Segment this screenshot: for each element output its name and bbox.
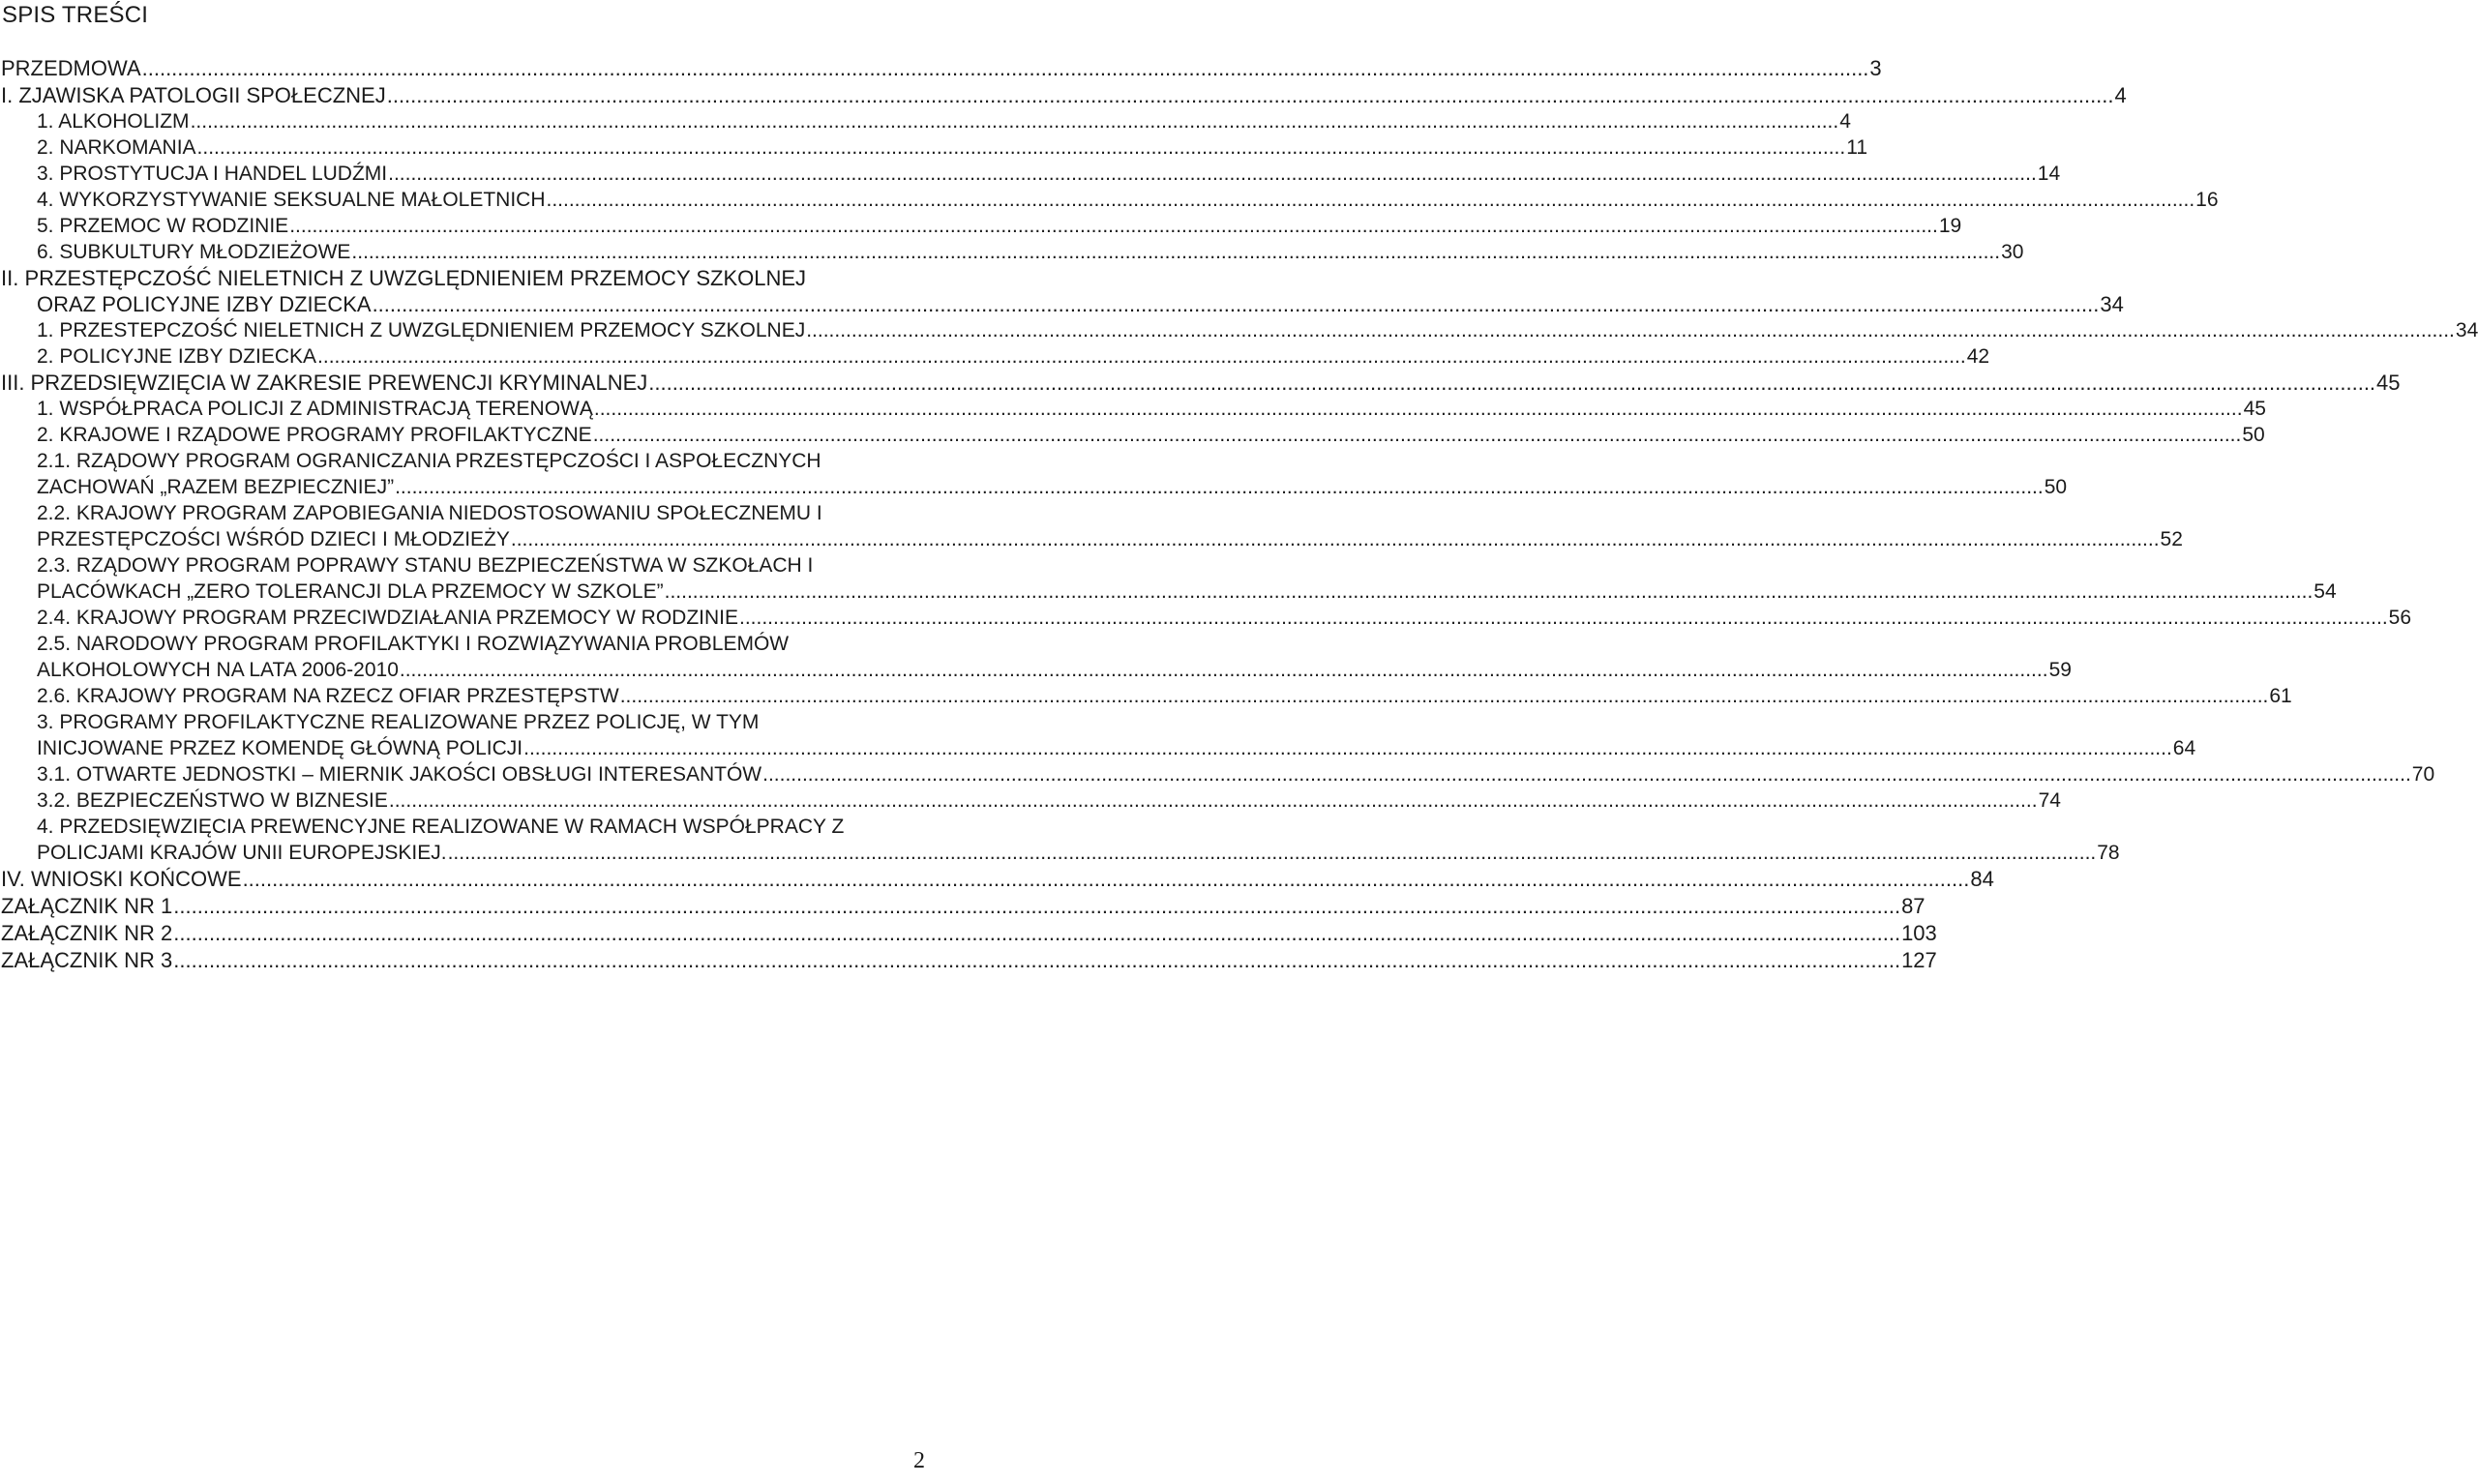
toc-page-number: 87 <box>1901 894 1926 918</box>
toc-page-number: 42 <box>1966 345 1990 368</box>
toc-page-number: 4 <box>2114 83 2127 107</box>
toc-entry[interactable] <box>0 683 2292 709</box>
toc-page-number: 59 <box>2048 659 2072 681</box>
toc-entry-title: 2.4. KRAJOWY PROGRAM PRZECIWDZIAŁANIA PRZEMOCY W RODZINIE <box>37 607 738 629</box>
toc-page-number: 64 <box>2172 737 2196 759</box>
toc-entry[interactable] <box>0 82 2127 108</box>
toc-entry-title: 3. PROSTYTUCJA I HANDEL LUDŹMI <box>37 163 388 185</box>
dot-leader <box>389 787 2038 814</box>
toc-entry-title: 1. ALKOHOLIZM <box>37 110 190 133</box>
dot-leader <box>593 422 2242 448</box>
dot-leader <box>762 761 2411 787</box>
toc-entry-title: ZACHOWAŃ „RAZEM BEZPIECZNIEJ” <box>37 476 395 498</box>
toc-entry-title: 2. POLICYJNE IZBY DZIECKA <box>37 345 317 368</box>
dot-leader <box>173 920 1900 947</box>
toc-entry-title: I. ZJAWISKA PATOLOGII SPOŁECZNEJ <box>1 83 386 107</box>
toc-entry-title: 4. PRZEDSIĘWZIĘCIA PREWENCYJNE REALIZOWANE W RAMACH WSPÓŁPRACY Z <box>37 816 845 838</box>
toc-page-number: 34 <box>2455 319 2478 341</box>
toc-entry-title: 1. PRZESTEPCZOŚĆ NIELETNICH Z UWZGLĘDNIENIEM PRZEMOCY SZKOLNEJ <box>37 319 806 341</box>
toc-entry[interactable] <box>0 787 2061 814</box>
toc-entry[interactable] <box>0 370 2401 396</box>
dot-leader <box>173 947 1900 974</box>
toc-entry[interactable] <box>0 343 1990 370</box>
toc-entry[interactable] <box>0 108 1851 134</box>
toc-entry-title: 2.6. KRAJOWY PROGRAM NA RZECZ OFIAR PRZESTĘPSTW <box>37 685 619 707</box>
toc-page-number: 56 <box>2388 607 2412 629</box>
toc-entry-title: 6. SUBKULTURY MŁODZIEŻOWE <box>37 241 351 263</box>
dot-leader <box>648 370 2375 396</box>
toc-entry-title: IV. WNIOSKI KOŃCOWE <box>1 867 242 891</box>
toc-entry[interactable] <box>0 893 1926 920</box>
toc-page-number: 16 <box>2195 189 2219 211</box>
toc-entry-title: III. PRZEDSIĘWZIĘCIA W ZAKRESIE PREWENCJI KRYMINALNEJ <box>1 371 648 395</box>
toc-entry[interactable] <box>0 920 1937 947</box>
toc-entry[interactable] <box>0 605 2412 631</box>
dot-leader <box>142 55 1869 82</box>
dot-leader <box>511 526 2160 552</box>
toc-entry-title: 4. WYKORZYSTYWANIE SEKSUALNE MAŁOLETNICH <box>37 189 546 211</box>
toc-entry[interactable] <box>0 161 2061 187</box>
dot-leader <box>191 108 1839 134</box>
toc-entry-title: POLICJAMI KRAJÓW UNII EUROPEJSKIEJ. <box>37 842 447 864</box>
toc-entry[interactable] <box>0 265 2124 317</box>
toc-entry-title: 3. PROGRAMY PROFILAKTYCZNE REALIZOWANE PRZEZ POLICJĘ, W TYM <box>37 711 760 733</box>
toc-entry[interactable] <box>0 448 2068 500</box>
dot-leader <box>620 683 2269 709</box>
dot-leader <box>373 291 2100 317</box>
toc-entry[interactable] <box>0 500 2183 552</box>
toc-page-number: 84 <box>1970 867 1994 891</box>
toc-entry[interactable] <box>0 213 1962 239</box>
toc-page-number: 14 <box>2037 163 2061 185</box>
toc-entry-title: 2. NARKOMANIA <box>37 136 196 159</box>
toc-entry[interactable] <box>0 187 2219 213</box>
toc-entry-title: PRZESTĘPCZOŚCI WŚRÓD DZIECI I MŁODZIEŻY <box>37 528 510 550</box>
dot-leader <box>523 735 2172 761</box>
toc-page-number: 127 <box>1901 948 1937 972</box>
toc-entry-title: PRZEDMOWA <box>1 56 141 80</box>
dot-leader <box>351 239 2000 265</box>
toc-page-number: 52 <box>2160 528 2183 550</box>
table-of-contents <box>0 55 2478 974</box>
toc-page-number: 3 <box>1869 56 1882 80</box>
toc-entry[interactable] <box>0 761 2435 787</box>
toc-entry-title: ZAŁĄCZNIK NR 1 <box>1 894 173 918</box>
toc-page-number: 19 <box>1938 215 1962 237</box>
toc-entry[interactable] <box>0 239 2024 265</box>
toc-entry-title: INICJOWANE PRZEZ KOMENDĘ GŁÓWNĄ POLICJI <box>37 737 523 759</box>
toc-entry-title: II. PRZESTĘPCZOŚĆ NIELETNICH Z UWZGLĘDNIENIEM PRZEMOCY SZKOLNEJ <box>1 266 807 290</box>
dot-leader <box>395 474 2044 500</box>
dot-leader <box>806 317 2455 343</box>
dot-leader <box>317 343 1966 370</box>
toc-page-number: 103 <box>1901 921 1937 945</box>
toc-entry[interactable] <box>0 422 2265 448</box>
toc-entry[interactable] <box>0 631 2072 683</box>
toc-entry-title: ZAŁĄCZNIK NR 3 <box>1 948 173 972</box>
toc-page-number: 78 <box>2097 842 2120 864</box>
toc-entry[interactable] <box>0 134 1868 161</box>
toc-entry-title: 5. PRZEMOC W RODZINIE <box>37 215 289 237</box>
toc-entry-title: 1. WSPÓŁPRACA POLICJI Z ADMINISTRACJĄ TERENOWĄ <box>37 398 593 420</box>
dot-leader <box>547 187 2195 213</box>
dot-leader <box>739 605 2388 631</box>
dot-leader <box>387 82 2114 108</box>
toc-page-number: 50 <box>2044 476 2068 498</box>
page-title: SPIS TREŚCI <box>2 2 149 28</box>
toc-entry[interactable] <box>0 396 2266 422</box>
toc-page-number: 4 <box>1839 110 1851 133</box>
toc-page-number: 50 <box>2242 424 2265 446</box>
toc-page-number: 45 <box>2376 371 2401 395</box>
toc-page-number: 70 <box>2411 763 2435 786</box>
dot-leader <box>594 396 2243 422</box>
dot-leader <box>243 866 1970 893</box>
toc-entry-title: 3.1. OTWARTE JEDNOSTKI – MIERNIK JAKOŚCI OBSŁUGI INTERESANTÓW <box>37 763 762 786</box>
dot-leader <box>448 840 2097 866</box>
toc-entry-title: 2. KRAJOWE I RZĄDOWE PROGRAMY PROFILAKTYCZNE <box>37 424 592 446</box>
toc-entry[interactable] <box>0 55 1882 82</box>
toc-page-number: 61 <box>2269 685 2292 707</box>
toc-entry[interactable] <box>0 709 2196 761</box>
toc-entry[interactable] <box>0 947 1937 974</box>
toc-entry-title: 2.2. KRAJOWY PROGRAM ZAPOBIEGANIA NIEDOSTOSOWANIU SPOŁECZNEMU I <box>37 502 822 524</box>
toc-entry-title: PLACÓWKACH „ZERO TOLERANCJI DLA PRZEMOCY W SZKOLE” <box>37 580 664 603</box>
dot-leader <box>400 657 2048 683</box>
toc-page-number: 45 <box>2243 398 2266 420</box>
dot-leader <box>388 161 2037 187</box>
toc-entry[interactable] <box>0 552 2337 605</box>
dot-leader <box>173 893 1900 920</box>
dot-leader <box>665 579 2314 605</box>
page-number: 2 <box>913 1448 925 1473</box>
toc-entry-title: 2.5. NARODOWY PROGRAM PROFILAKTYKI I ROZWIĄZYWANIA PROBLEMÓW <box>37 633 790 655</box>
toc-entry-title: 2.1. RZĄDOWY PROGRAM OGRANICZANIA PRZESTĘPCZOŚCI I ASPOŁECZNYCH <box>37 450 821 472</box>
toc-entry-title: ZAŁĄCZNIK NR 2 <box>1 921 173 945</box>
toc-entry[interactable] <box>0 814 2120 866</box>
toc-page-number: 74 <box>2038 789 2061 812</box>
toc-page-number: 30 <box>2001 241 2024 263</box>
toc-entry[interactable] <box>0 317 2478 343</box>
toc-entry[interactable] <box>0 866 1994 893</box>
toc-page-number: 34 <box>2100 292 2124 316</box>
dot-leader <box>289 213 1938 239</box>
toc-entry-title: 2.3. RZĄDOWY PROGRAM POPRAWY STANU BEZPIECZEŃSTWA W SZKOŁACH I <box>37 554 814 577</box>
toc-page-number: 11 <box>1846 136 1868 159</box>
toc-page-number: 54 <box>2314 580 2337 603</box>
toc-entry-title: 3.2. BEZPIECZEŃSTWO W BIZNESIE <box>37 789 388 812</box>
dot-leader <box>197 134 1846 161</box>
toc-entry-title: ALKOHOLOWYCH NA LATA 2006-2010 <box>37 659 399 681</box>
toc-entry-title: ORAZ POLICYJNE IZBY DZIECKA <box>37 292 372 316</box>
